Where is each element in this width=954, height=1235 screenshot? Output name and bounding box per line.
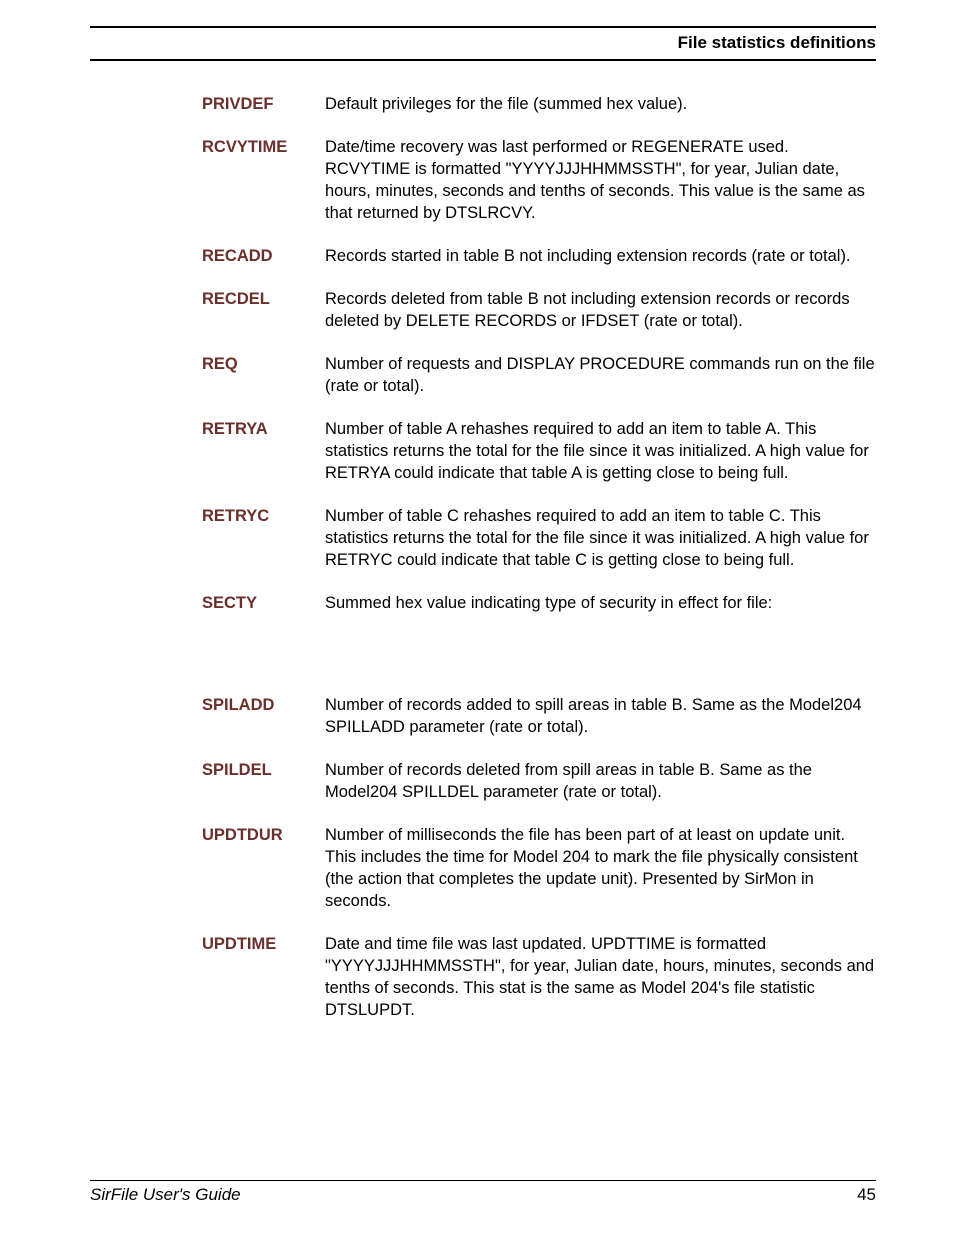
definition-term: RETRYC	[202, 507, 270, 525]
definition-entry	[202, 245, 882, 267]
definition-entry	[202, 694, 882, 738]
definition-term: PRIVDEF	[202, 95, 274, 113]
definition-term: RETRYA	[202, 420, 268, 438]
definition-term: REQ	[202, 355, 238, 373]
definition-term: RCVYTIME	[202, 138, 288, 156]
definition-entry	[202, 418, 882, 484]
header-rule-top	[90, 26, 876, 28]
definition-entry	[202, 353, 882, 397]
definition-text: Number of requests and DISPLAY PROCEDURE commands run on the file (rate or total).	[325, 355, 875, 395]
definition-text: Default privileges for the file (summed hex value).	[325, 95, 688, 113]
definition-term: UPDTDUR	[202, 826, 283, 844]
definition-term: SPILADD	[202, 696, 275, 714]
definition-entry	[202, 288, 882, 332]
definition-entry	[202, 592, 882, 614]
definition-text: Summed hex value indicating type of security in effect for file:	[325, 594, 773, 612]
footer-rule	[90, 1180, 876, 1181]
definition-text: Number of milliseconds the file has been part of at least on update unit. This includes the time for Model 204 to mark the file physically consistent (the action that completes the update unit). Presented by SirMon in seconds.	[325, 826, 858, 910]
footer-guide-title: SirFile User's Guide	[90, 1185, 241, 1204]
definition-entry	[202, 824, 882, 912]
definition-term: UPDTIME	[202, 935, 277, 953]
definition-term: RECADD	[202, 247, 273, 265]
header-rule-bottom	[90, 59, 876, 61]
definition-term: SECTY	[202, 594, 258, 612]
definition-text: Date/time recovery was last performed or REGENERATE used. RCVYTIME is formatted "YYYYJJJHHMMSSTH", for year, Julian date, hours, minutes, seconds and tenths of seconds. This value is the same as that returned by DTSLRCVY.	[325, 138, 865, 222]
definition-entry	[202, 933, 882, 1021]
definition-text: Number of table C rehashes required to add an item to table C. This statistics returns the total for the file since it was initialized. A high value for RETRYC could indicate that table C is getting close to being full.	[325, 507, 869, 569]
definition-entry	[202, 136, 882, 224]
definition-text: Records deleted from table B not including extension records or records deleted by DELETE RECORDS or IFDSET (rate or total).	[325, 290, 850, 330]
definition-text: Number of table A rehashes required to add an item to table A. This statistics returns the total for the file since it was initialized. A high value for RETRYA could indicate that table A is getting close to being full.	[325, 420, 869, 482]
definition-entry	[202, 93, 882, 115]
definition-text: Number of records added to spill areas in table B. Same as the Model204 SPILLADD parameter (rate or total).	[325, 696, 862, 736]
definition-term: RECDEL	[202, 290, 270, 308]
definition-text: Date and time file was last updated. UPDTTIME is formatted "YYYYJJJHHMMSSTH", for year, Julian date, hours, minutes, seconds and tenths of seconds. This stat is the same as Model 204's file statistic DTSLUPDT.	[325, 935, 875, 1019]
definition-text: Number of records deleted from spill areas in table B. Same as the Model204 SPILLDEL parameter (rate or total).	[325, 761, 812, 801]
definition-list	[202, 93, 882, 1042]
page-header-title: File statistics definitions	[677, 33, 876, 52]
definition-entry	[202, 505, 882, 571]
definition-entry	[202, 759, 882, 803]
footer-page-number: 45	[857, 1185, 876, 1204]
definition-term: SPILDEL	[202, 761, 272, 779]
definition-text: Records started in table B not including extension records (rate or total).	[325, 247, 851, 265]
